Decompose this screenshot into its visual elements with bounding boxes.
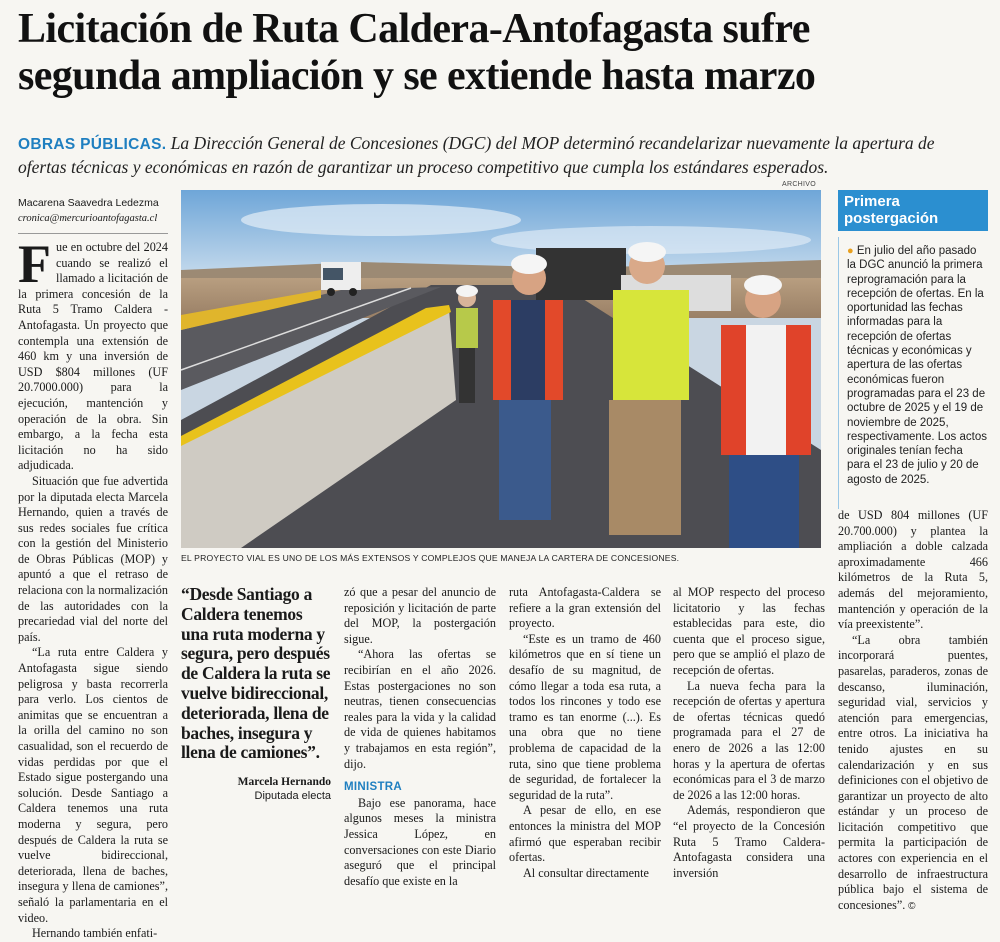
paragraph: “Este es un tramo de 460 kilómetros que en sí tiene un desafío de su magnitud, de cómo llegar a toda esa ruta, a todos los rincones y todo ese tramo es tan enorme (...). Es una obra que no tiene problema de capacidad de la ruta, sino que tiene problema de seguridad, de fortalecer la seguridad de la ruta”. <box>509 631 661 802</box>
author-name: Macarena Saavedra Ledezma <box>18 197 159 209</box>
end-mark-icon: © <box>905 900 916 912</box>
paragraph: La nueva fecha para la recepción de ofertas y apertura de ofertas técnicas quedó programada para el 27 de enero de 2026 a las 12:00 horas y la apertura de ofertas económicas para el 3 de marzo de 2026 a las 12:00 horas. <box>673 678 825 802</box>
sidebar-body <box>838 237 988 509</box>
bullet-icon: ● <box>847 245 854 257</box>
paragraph: ruta Antofagasta-Caldera se refiere a la gran extensión del proyecto. <box>509 585 661 631</box>
article-photo <box>181 190 821 548</box>
lede <box>18 132 986 179</box>
paragraph: al MOP respecto del proceso licitatorio y las fechas establecidas para este, dio cuenta que el proceso sigue, pero que se amplió el plazo de recepción de ofertas. <box>673 585 825 677</box>
paragraph: “La ruta entre Caldera y Antofagasta sigue siendo peligrosa y basta recorrerla para verlo. Los cientos de animitas que se encuentran a la orilla del camino no son casualidad, son el recuerdo de vidas perdidas por que el Estado sigue postergando una solución. Desde Santiago a Caldera tenemos una ruta moderna y segura, pero después de Caldera la ruta se vuelve bidireccional, deteriorada, llena de baches, insegura y llena de camiones”, señaló la parlamentaria en el video. <box>18 645 168 925</box>
headline-line-2: segunda ampliación y se extiende hasta marzo <box>18 53 816 99</box>
author-email: cronica@mercurioantofagasta.cl <box>18 213 158 224</box>
photo-credit: ARCHIVO <box>782 181 816 188</box>
sidebar-title: Primera postergación <box>838 190 988 231</box>
headline-line-1: Licitación de Ruta Caldera-Antofagasta sufre <box>18 6 810 52</box>
column-6 <box>838 508 988 914</box>
quote-author: Marcela Hernando <box>237 776 331 789</box>
subheading: MINISTRA <box>344 781 402 794</box>
paragraph: Al consultar directamente <box>523 865 649 880</box>
sidebar-box <box>838 190 988 509</box>
lede-text: La Dirección General de Concesiones (DGC) del MOP determinó recandelarizar nuevamente la apertura de ofertas técnicas y económicas en razón de garantizar un proceso competitivo que cumpla los estándares esperados. <box>18 133 935 177</box>
kicker: OBRAS PÚBLICAS. <box>18 136 167 153</box>
paragraph: Situación que fue advertida por la diputada electa Marcela Hernando, quien a través de sus redes sociales fue crítica con la gestión del Ministerio de Obras Públicas (MOP) y apuntó a que el retraso de relaciona con la normalización de las autoridades con la precariedad vial del norte del país. <box>18 473 168 644</box>
pull-quote <box>181 585 331 802</box>
sidebar-text: En julio del año pasado la DGC anunció la primera reprogramación para la recepción de ofertas. En la oportunidad las fechas informadas para la recepción de ofertas técnicas y económicas y apertura de las ofertas económicas fueron programadas para el 23 de octubre de 2025 y el 19 de noviembre de 2025, respectivamente. Los actos originales tenían fecha para el 23 de julio y 20 de agosto de 2025. <box>847 245 987 486</box>
column-3 <box>344 585 496 889</box>
column-4 <box>509 585 661 881</box>
photo-illustration <box>181 190 821 548</box>
column-5 <box>673 585 825 881</box>
headline <box>18 6 986 100</box>
paragraph: de USD 804 millones (UF 20.700.000) y plantea la ampliación a doble calzada aproximadamente 466 kilómetros de la Ruta 5, además del mejoramiento, mantención y operación de la vía preexistente”. <box>838 508 988 632</box>
photo-caption: EL PROYECTO VIAL ES UNO DE LOS MÁS EXTENSOS Y COMPLEJOS QUE MANEJA LA CARTERA DE CONCESIONES. <box>181 553 680 563</box>
paragraph: Además, respondieron que “el proyecto de la Concesión Ruta 5 Tramo Caldera-Antofagasta considera una inversión <box>673 803 825 880</box>
paragraph: Hernando también enfati- <box>32 926 158 941</box>
quote-role: Diputada electa <box>254 790 331 803</box>
paragraph: zó que a pesar del anuncio de reposición y licitación de parte del MOP, la postergación sigue. <box>344 585 496 646</box>
dropcap: F <box>18 234 51 294</box>
paragraph: Fue en octubre del 2024 cuando se realizó el llamado a licitación de la primera concesión de la Ruta 5 Tramo Caldera - Antofagasta. Un proyecto que contempla una extensión de 460 km y una inversión de USD $804 millones (UF 20.7000.000) para la ejecución, mantención y operación de la obra. Sin embargo, a la fecha esta licitación no ha sido adjudicada. <box>18 234 168 473</box>
paragraph: “Ahora las ofertas se recibirían en el año 2026. Estas postergaciones no son neutras, tienen consecuencias reales para la vida y la calidad de vida de quienes habitamos y trabajamos en esta región”, dijo. <box>344 647 496 771</box>
paragraph: “La obra también incorporará puentes, pasarelas, paraderos, zonas de descanso, iluminación, seguridad vial, servicios y atención para emergencias, entre otros. La iniciativa ha tenido ajustes en su calendarización y en sus definiciones con el objetivo de garantizar un proyecto de alto estándar y un proceso de licitación competitivo que permita la participación de actores con experiencia en el desarrollo de infraestructura pública bajo el sistema de concesiones”. © <box>838 632 988 912</box>
byline <box>18 195 168 234</box>
column-1 <box>18 234 168 942</box>
paragraph: Bajo ese panorama, hace algunos meses la ministra Jessica López, en conversaciones con este Diario aseguró que el principal desafío que existe en la <box>344 795 496 888</box>
paragraph: A pesar de ello, en ese entonces la ministra del MOP afirmó que esperaban recibir ofertas. <box>509 803 661 865</box>
quote-text: “Desde Santiago a Caldera tenemos una ruta moderna y segura, pero después de Caldera la ruta se vuelve bidireccional, deteriorada, llena de baches, insegura y llena de camiones”. <box>181 584 331 763</box>
